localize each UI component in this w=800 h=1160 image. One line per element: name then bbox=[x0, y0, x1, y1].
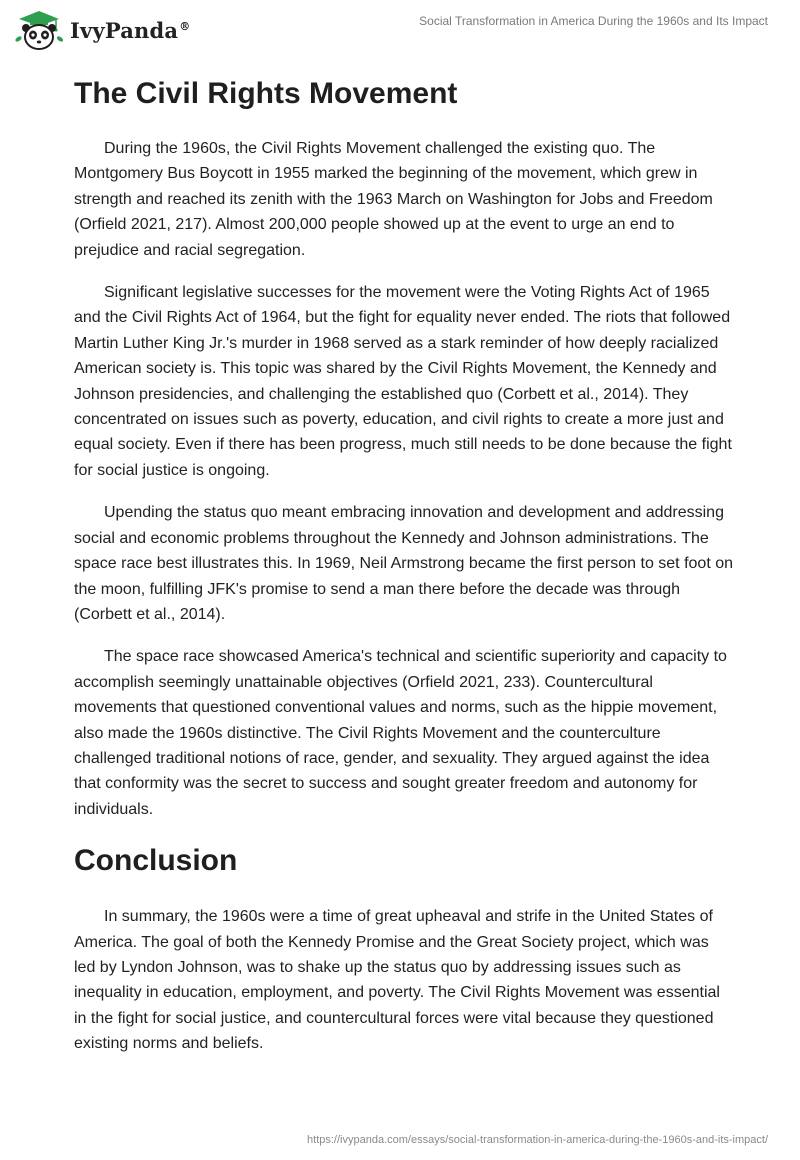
paragraph: In summary, the 1960s were a time of great upheaval and strife in the United States of America. The goal of both the Kennedy Promise and the Great Society project, which was led by Lyndon Johnson, was to shake up the status quo by addressing issues such as inequality in education, employment, and poverty. The Civil Rights Movement was essential in the fight for social justice, and countercultural forces were vital because they questioned existing norms and beliefs. bbox=[74, 908, 720, 1053]
section-heading-conclusion: Conclusion bbox=[74, 844, 238, 878]
source-url[interactable]: https://ivypanda.com/essays/social-transformation-in-america-during-the-1960s-and-its-impact/ bbox=[307, 1134, 768, 1146]
panda-graduate-icon bbox=[14, 9, 64, 51]
paragraph: The space race showcased America's technical and scientific superiority and capacity to accomplish seemingly unattainable objectives (Orfield 2021, 233). Countercultural movements that questioned conventional values and norms, such as the hippie movement, also made the 1960s distinctive. The Civil Rights Movement and the counterculture challenged traditional notions of race, gender, and sexuality. They argued against the idea that conformity was the secret to success and sought greater freedom and autonomy for individuals. bbox=[74, 648, 727, 818]
section-heading-civil-rights: The Civil Rights Movement bbox=[74, 77, 458, 110]
brand-name: IvyPanda® bbox=[70, 17, 191, 43]
page-header bbox=[0, 0, 800, 60]
ivypanda-logo[interactable] bbox=[14, 10, 190, 50]
paragraph: Upending the status quo meant embracing innovation and development and addressing social and economic problems throughout the Kennedy and Johnson administrations. The space race best illustrates this. In 1969, Neil Armstrong became the first person to set foot on the moon, fulfilling JFK's promise to send a man there before the decade was through (Corbett et al., 2014). bbox=[74, 504, 733, 623]
paragraph: During the 1960s, the Civil Rights Movement challenged the existing quo. The Montgomery Bus Boycott in 1955 marked the beginning of the movement, which grew in strength and reached its zenith with the 1963 March on Washington for Jobs and Freedom (Orfield 2021, 217). Almost 200,000 people showed up at the event to urge an end to prejudice and racial segregation. bbox=[74, 140, 713, 259]
document-title: Social Transformation in America During the 1960s and Its Impact bbox=[419, 14, 768, 28]
paragraph: Significant legislative successes for the movement were the Voting Rights Act of 1965 and the Civil Rights Act of 1964, but the fight for equality never ended. The riots that followed Martin Luther King Jr.'s murder in 1968 served as a stark reminder of how deeply racialized American society is. This topic was shared by the Civil Rights Movement, the Kennedy and Johnson presidencies, and challenging the established quo (Corbett et al., 2014). They concentrated on issues such as poverty, education, and civil rights to create a more just and equal society. Even if there has been progress, much still needs to be done because the fight for social justice is ongoing. bbox=[74, 284, 732, 479]
essay-content bbox=[74, 70, 734, 1074]
